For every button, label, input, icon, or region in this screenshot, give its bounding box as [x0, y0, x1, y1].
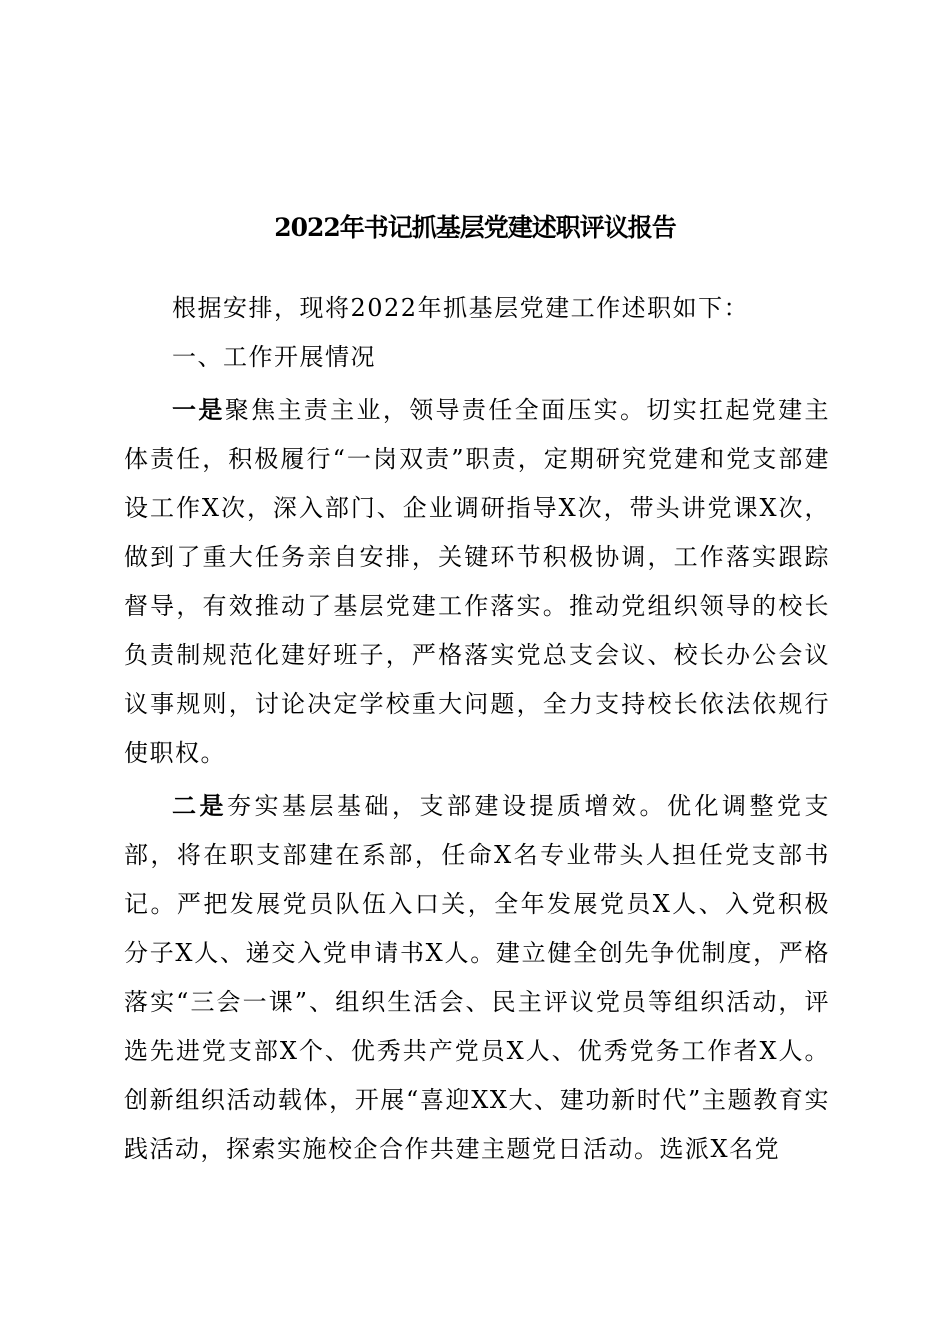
section-heading: 一、工作开展情况 [172, 343, 376, 371]
intro-paragraph: 根据安排，现将2022年抓基层党建工作述职如下： [172, 294, 750, 322]
point-label: 一是 [172, 396, 225, 424]
point-text: 夯实基层基础，支部建设提质增效。优化调整党支部，将在职支部建在系部，任命X名专业带头人担任党支部书记。严把发展党员队伍入口关，全年发展党员X人、入党积极分子X人、递交入党申请书X人。建立健全创先争优制度，严格落实“三会一课”、组织生活会、民主评议党员等组织活动，评选先进党支部X个、优秀共产党员X人、优秀党务工作者X人。创新组织活动载体，开展“喜迎XX大、建功新时代”主题教育实践活动，探索实施校企合作共建主题党日活动。选派X名党 [124, 792, 830, 1163]
point-label: 二是 [172, 792, 227, 820]
point-paragraph-2 [124, 782, 830, 1174]
document-title: 2022年书记抓基层党建述职评议报告 [274, 213, 676, 242]
point-paragraph-1 [124, 386, 830, 778]
point-text: 聚焦主责主业，领导责任全面压实。切实扛起党建主体责任，积极履行“一岗双责”职责，定期研究党建和党支部建设工作X次，深入部门、企业调研指导X次，带头讲党课X次，做到了重大任务亲自安排，关键环节积极协调，工作落实跟踪督导，有效推动了基层党建工作落实。推动党组织领导的校长负责制规范化建好班子，严格落实党总支会议、校长办公会议议事规则，讨论决定学校重大问题，全力支持校长依法依规行使职权。 [124, 396, 831, 767]
document-body [124, 284, 830, 1174]
